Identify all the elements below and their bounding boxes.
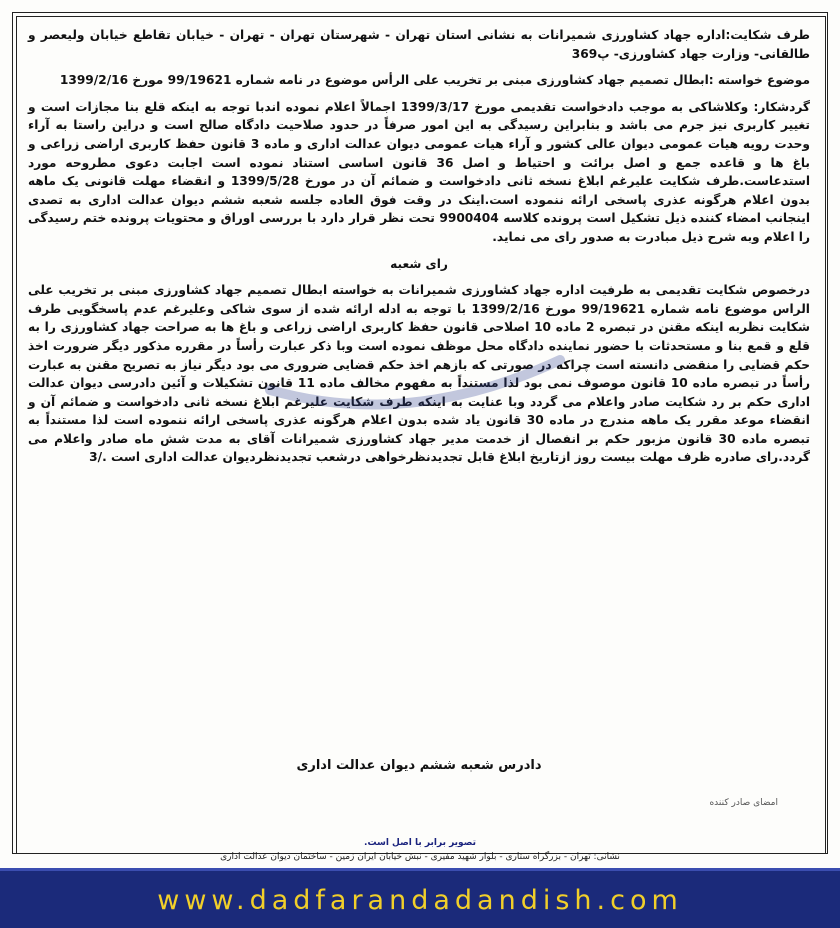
ruling-paragraph: درخصوص شکایت تقدیمی به طرفیت اداره جهاد کشاورزی شمیرانات به خواسته ابطال تصمیم جهاد کشاورزی مبنی بر تخریب علی الراس موضوع نامه شماره 99/19621 مورخ 1399/2/16 با توجه به ادله ارائه شده از سوی شاکی وعلیرغم عدم پاسخگویی طرف شکایت نظربه اینکه مقنن در تبصره 2 ماده 10 اصلاحی قانون حفظ کاربری اراضی زراعی و باغ ها به صراحت جهاد کشاورزی را به قلع و قمع بنا و مستحدثات با حضور نماینده دادگاه محل موظف نموده است وبا ذکر عبارت رأساً در مقرره مذکور دیگر ضرورت اخذ حکم قضایی را منقضی دانسته است چراکه در صورتی که بازهم اخذ حکم قضایی ضروری می بود دیگر نیاز به تصریح مقنن به عبارت رأساً در تبصره ماده 10 قانون موصوف نمی بود لذا مستنداً به مفهوم مخالف ماده 11 قانون تشکیلات و آئین دادرسی دیوان عدالت اداری حکم بر رد شکایت صادر واعلام می گردد وبا عنایت به اینکه طرف شکایت علیرغم ابلاغ نسخه ثانی دادخواست و ضمائم آن و انقضاء موعد مقرر یک ماهه مندرج در ماده 30 قانون یاد شده بدون اعلام هرگونه عذری پاسخی ارائه ننموده است لذا مستنداً به تبصره ماده 30 قانون مزبور حکم بر انفصال از خدمت مدیر جهاد کشاورزی شمیرانات آقای به مدت شش ماه صادر واعلام می گردد.رای صادره ظرف مهلت بیست روز ازتاریخ ابلاغ قابل تجدیدنظرخواهی درشعب تجدیدنظردیوان عدالت اداری است ./3 <box>28 283 811 465</box>
website-url[interactable]: www.dadfarandadandish.com <box>157 885 683 916</box>
report-paragraph: گردشکار: وکلاشاکی به موجب دادخواست تقدیمی مورخ 1399/3/17 اجمالاً اعلام نموده اندبا توجه به اینکه قلع بنا مجازات است و تغییر کاربری نیز جرم می باشد و بنابراین رسیدگی به این امور صرفاً در حدود صلاحیت دادگاه صالح است و دراین راستا به آراء وحدت رویه هیات عمومی دیوان عالی کشور و آراء هیات عمومی دیوان عدالت اداری و ماده 3 قانون حفظ کاربری اراضی زراعی و باغ ها و قاعده جمع و اصل برائت و احتیاط و اصل 36 قانون اساسی استناد نموده است اجابت دعوی مطروحه مورد استدعاست.طرف شکایت علیرغم ابلاغ نسخه ثانی دادخواست و ضمائم آن در مورخ 1399/5/28 و انقضاء مهلت قانونی یک ماهه بدون اعلام هرگونه عذری پاسخی ارائه ننموده است.اینک در وقت فوق العاده جلسه شعبه ششم دیوان عدالت اداری به تصدی اینجانب امضاء کننده ذیل تشکیل است پرونده کلاسه 9900404 تحت نظر قرار دارد با بررسی اوراق و محتویات پرونده ختم رسیدگی را اعلام وبه شرح ذیل مبادرت به صدور رای می نماید. <box>28 99 810 244</box>
court-address: نشانی: تهران - بزرگراه ستاری - بلوار شهید مفیری - نبش خیابان ایران زمین - ساختمان دیوان عدالت اداری <box>220 852 620 862</box>
signature-label: امضای صادر کننده <box>709 798 778 808</box>
ruling-heading: رای شعبه <box>390 256 448 271</box>
subject-paragraph: موضوع خواسته :ابطال تصمیم جهاد کشاورزی مبنی بر تخریب علی الرأس موضوع در نامه شماره 99/19621 مورخ 1399/2/16 <box>59 73 810 88</box>
certified-copy-stamp: تصویر برابر با اصل است. <box>364 838 476 848</box>
document-body <box>28 26 810 475</box>
complainant-paragraph: طرف شکایت:اداره جهاد کشاورزی شمیرانات به نشانی استان تهران - شهرستان تهران - تهران - خیابان تقاطع خیابان ولیعصر و طالقانی- وزارت جهاد کشاورزی- پ369 <box>28 28 810 61</box>
signature-title: دادرس شعبه ششم دیوان عدالت اداری <box>296 758 542 773</box>
footer-banner <box>0 868 840 928</box>
